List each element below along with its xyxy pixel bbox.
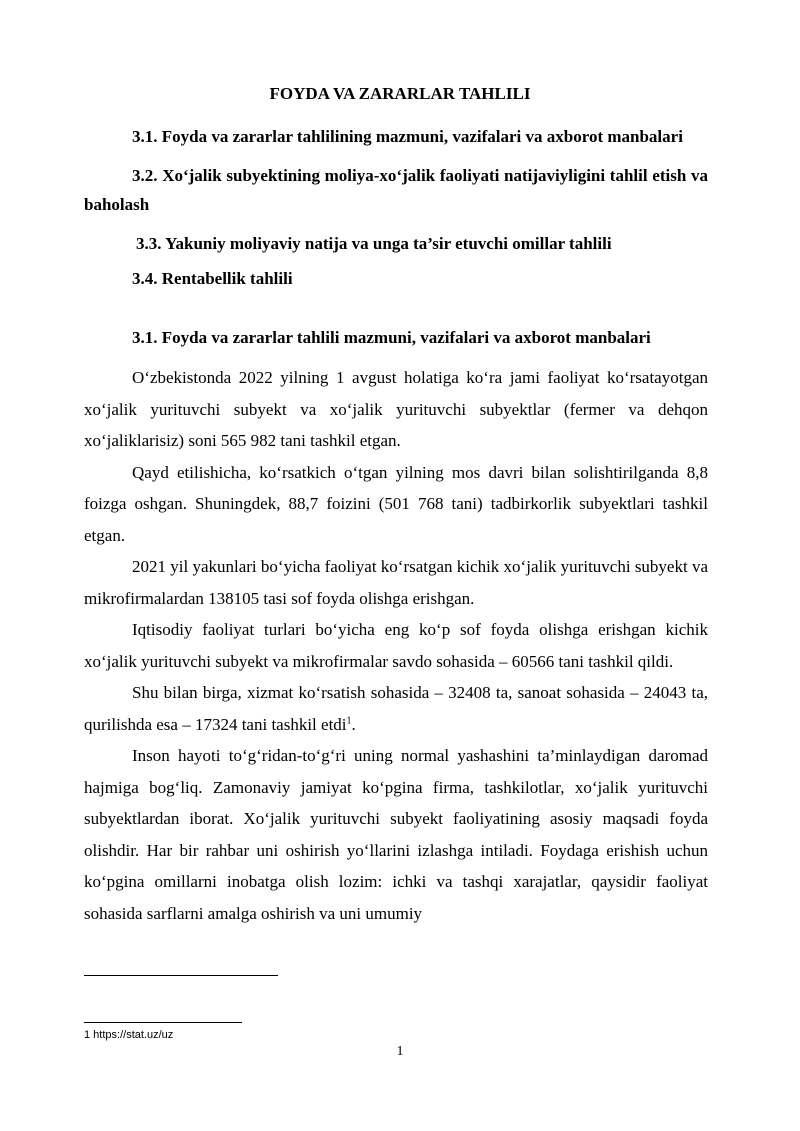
paragraph-text: Shu bilan birga, xizmat ko‘rsatish sohasida – 32408 ta, sanoat sohasida – 24043 ta, qurilishda esa – 17324 tani tashkil etdi — [84, 683, 708, 734]
table-of-contents — [84, 122, 708, 299]
section-heading: 3.1. Foyda va zararlar tahlili mazmuni, vazifalari va axborot manbalari — [132, 328, 651, 347]
footnote-reference[interactable]: 1 — [346, 714, 352, 726]
toc-item: 3.2. Xo‘jalik subyektining moliya-xo‘jalik faoliyati natijaviyligini tahlil etish va baholash — [84, 166, 708, 214]
document-title: FOYDA VA ZARARLAR TAHLILI — [269, 84, 531, 103]
page-break-rule — [84, 975, 278, 976]
paragraph — [84, 677, 708, 740]
footnote-text: 1 https://stat.uz/uz — [84, 1029, 174, 1041]
body-text — [84, 362, 708, 929]
toc-item: 3.1. Foyda va zararlar tahlilining mazmuni, vazifalari va axborot manbalari — [132, 127, 683, 146]
sentence-end: . — [351, 714, 356, 734]
paragraph: Inson hayoti to‘g‘ridan-to‘g‘ri uning normal yashashini ta’minlaydigan daromad hajmiga bog‘liq. Zamonaviy jamiyat ko‘pgina firma, tashkilotlar, xo‘jalik yurituvchi subyektlardan iborat. Xo‘jalik yurituvchi subyekt faoliyatining asosiy maqsadi foyda olishdir. Har bir rahbar uni oshirish yo‘llarini izlashga intiladi. Foydaga erishish uchun ko‘pgina omillarni inobatga olish lozim: ichki va tashqi xarajatlar, qaysidir faoliyat sohasida sarflarni amalga oshirish va uni umumiy — [84, 746, 708, 923]
footnote-separator — [84, 1022, 242, 1023]
paragraph: Qayd etilishicha, ko‘rsatkich o‘tgan yilning mos davri bilan solishtirilganda 8,8 foizga oshgan. Shuningdek, 88,7 foizini (501 768 tani) tadbirkorlik subyektlari tashkil etgan. — [84, 462, 708, 545]
page-number: 1 — [396, 1044, 404, 1059]
toc-item: 3.4. Rentabellik tahlili — [132, 269, 293, 288]
paragraph: O‘zbekistonda 2022 yilning 1 avgust holatiga ko‘ra jami faoliyat ko‘rsatayotgan xo‘jalik yurituvchi subyekt va xo‘jalik yurituvchi subyektlar (fermer va dehqon xo‘jaliklarisiz) soni 565 982 tani tashkil etgan. — [84, 368, 708, 450]
paragraph: 2021 yil yakunlari bo‘yicha faoliyat ko‘rsatgan kichik xo‘jalik yurituvchi subyekt va mikrofirmalardan 138105 tasi sof foyda olishga erishgan. — [84, 557, 708, 608]
paragraph: Iqtisodiy faoliyat turlari bo‘yicha eng ko‘p sof foyda olishga erishgan kichik xo‘jalik yurituvchi subyekt va mikrofirmalar savdo sohasida – 60566 tani tashkil qildi. — [84, 620, 708, 671]
toc-item: 3.3. Yakuniy moliyaviy natija va unga ta’sir etuvchi omillar tahlili — [136, 234, 612, 253]
